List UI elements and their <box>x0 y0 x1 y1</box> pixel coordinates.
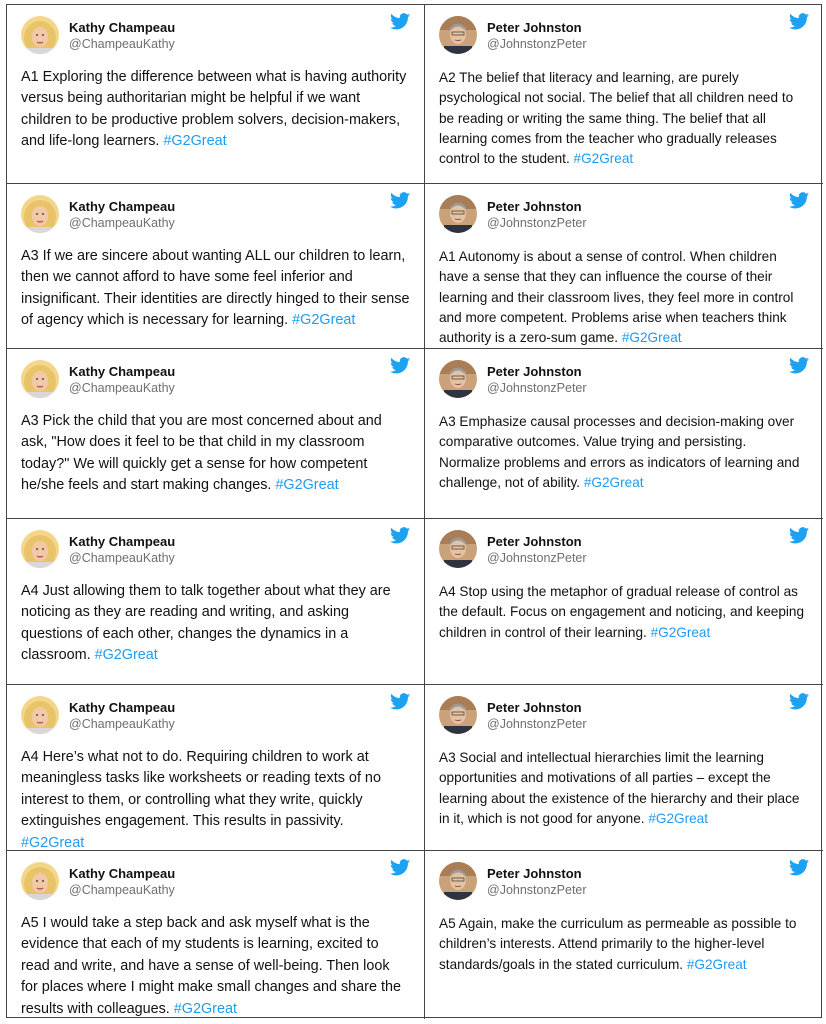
author-handle[interactable]: @ChampeauKathy <box>69 380 175 395</box>
tweet-text: A5 Again, make the curriculum as permeable as possible to children’s interests. Attend primarily to the higher-level standards/goals in the stated curriculum. #G2Great <box>439 916 797 972</box>
author-name[interactable]: Peter Johnston <box>487 533 582 549</box>
hashtag-link[interactable]: #G2Great <box>163 133 227 150</box>
hashtag-link[interactable]: #G2Great <box>648 810 709 826</box>
tweet-card[interactable] <box>425 349 823 519</box>
tweet-header <box>21 692 412 738</box>
tweet-card[interactable] <box>425 5 823 184</box>
tweet-header <box>439 356 811 402</box>
tweet-text: A4 Just allowing them to talk together about what they are noticing as they are reading and writing, and asking questions of each other, changes the dynamics in a classroom. #G2Great <box>21 583 391 664</box>
tweet-header <box>439 692 811 738</box>
tweet-card[interactable] <box>425 184 823 349</box>
tweet-text: A1 Exploring the difference between what is having authority versus being authoritarian might be helpful if we want children to be productive problem solvers, decision-makers, and life-long learners. #G2Great <box>21 69 407 150</box>
avatar-kathy[interactable] <box>21 16 59 54</box>
author-name[interactable]: Kathy Champeau <box>69 19 176 35</box>
author-name[interactable]: Kathy Champeau <box>69 865 176 881</box>
twitter-bird-icon <box>789 192 809 209</box>
twitter-bird-icon <box>789 357 809 374</box>
tweet-card[interactable] <box>425 519 823 685</box>
tweet-text: A4 Here’s what not to do. Requiring children to work at meaningless tasks like worksheets or reading texts of no interest to them, or controlling what they write, quickly extinguishes engagement. This results in passivity. #G2Great <box>21 749 381 851</box>
author-name[interactable]: Kathy Champeau <box>69 198 176 214</box>
tweet-text: A4 Stop using the metaphor of gradual release of control as the default. Focus on engagement and noticing, and keeping children in control of their learning. #G2Great <box>439 584 805 640</box>
author-handle[interactable]: @JohnstonzPeter <box>487 716 587 731</box>
hashtag-link[interactable]: #G2Great <box>173 1000 237 1017</box>
avatar-peter[interactable] <box>439 862 477 900</box>
tweet-header <box>439 526 811 572</box>
author-name[interactable]: Peter Johnston <box>487 363 582 379</box>
author-handle[interactable]: @ChampeauKathy <box>69 882 175 897</box>
avatar-kathy[interactable] <box>21 530 59 568</box>
author-handle[interactable]: @ChampeauKathy <box>69 550 175 565</box>
avatar-kathy[interactable] <box>21 696 59 734</box>
twitter-bird-icon <box>789 859 809 876</box>
avatar-peter[interactable] <box>439 16 477 54</box>
author-handle[interactable]: @ChampeauKathy <box>69 716 175 731</box>
twitter-bird-icon <box>789 13 809 30</box>
author-handle[interactable]: @JohnstonzPeter <box>487 36 587 51</box>
hashtag-link[interactable]: #G2Great <box>686 956 747 972</box>
twitter-bird-icon <box>390 357 410 374</box>
tweet-card[interactable] <box>7 5 425 184</box>
tweet-header <box>439 858 811 904</box>
tweet-header <box>21 191 412 237</box>
avatar-kathy[interactable] <box>21 360 59 398</box>
tweet-text: A3 Pick the child that you are most concerned about and ask, "How does it feel to be that child in my classroom today?" We will quickly get a sense for how competent he/she feels and start making changes. #G2Great <box>21 413 382 494</box>
twitter-bird-icon <box>390 693 410 710</box>
author-handle[interactable]: @JohnstonzPeter <box>487 215 587 230</box>
hashtag-link[interactable]: #G2Great <box>583 474 644 490</box>
author-name[interactable]: Kathy Champeau <box>69 533 176 549</box>
avatar-peter[interactable] <box>439 530 477 568</box>
author-name[interactable]: Kathy Champeau <box>69 363 176 379</box>
author-handle[interactable]: @JohnstonzPeter <box>487 550 587 565</box>
hashtag-link[interactable]: #G2Great <box>275 477 339 494</box>
tweet-header <box>21 12 412 58</box>
twitter-bird-icon <box>390 527 410 544</box>
avatar-peter[interactable] <box>439 360 477 398</box>
hashtag-link[interactable]: #G2Great <box>650 624 711 640</box>
avatar-peter[interactable] <box>439 696 477 734</box>
twitter-bird-icon <box>390 13 410 30</box>
author-name[interactable]: Peter Johnston <box>487 198 582 214</box>
tweet-text: A5 I would take a step back and ask myself what is the evidence that each of my students is learning, excited to read and write, and have a sense of well-being. Then look for places where I might make small changes and share the results with colleagues. #G2Great <box>21 915 401 1017</box>
hashtag-link[interactable]: #G2Great <box>573 151 634 167</box>
tweet-text: A1 Autonomy is about a sense of control. When children have a sense that they can influence the course of their learning and their classroom lives, they feel more in control and more competent. Problems arise when teachers think authority is a zero-sum game. #G2Great <box>439 249 794 346</box>
avatar-peter[interactable] <box>439 195 477 233</box>
hashtag-link[interactable]: #G2Great <box>292 312 356 329</box>
hashtag-link[interactable]: #G2Great <box>21 834 85 851</box>
author-handle[interactable]: @ChampeauKathy <box>69 215 175 230</box>
tweet-header <box>439 191 811 237</box>
tweet-text: A3 Emphasize causal processes and decision-making over comparative outcomes. Value trying and persisting. Normalize problems and errors as indicators of learning and challenge, not of ability. #G2Great <box>439 414 800 490</box>
author-handle[interactable]: @ChampeauKathy <box>69 36 175 51</box>
tweet-card[interactable] <box>7 349 425 519</box>
twitter-bird-icon <box>789 693 809 710</box>
tweet-grid <box>6 4 822 1018</box>
tweet-card[interactable] <box>7 519 425 685</box>
author-handle[interactable]: @JohnstonzPeter <box>487 380 587 395</box>
tweet-card[interactable] <box>425 685 823 851</box>
tweet-card[interactable] <box>7 184 425 349</box>
tweet-header <box>21 526 412 572</box>
tweet-card[interactable] <box>7 685 425 851</box>
tweet-header <box>21 858 412 904</box>
twitter-bird-icon <box>390 859 410 876</box>
tweet-header <box>439 12 811 58</box>
twitter-bird-icon <box>390 192 410 209</box>
avatar-kathy[interactable] <box>21 195 59 233</box>
author-name[interactable]: Kathy Champeau <box>69 699 176 715</box>
tweet-card[interactable] <box>425 851 823 1019</box>
tweet-header <box>21 356 412 402</box>
tweet-text: A3 Social and intellectual hierarchies limit the learning opportunities and motivations of all parties – except the learning about the existence of the hierarchy and their place in it, which is not good for anyone. #G2Great <box>439 750 800 826</box>
avatar-kathy[interactable] <box>21 862 59 900</box>
tweet-text: A3 If we are sincere about wanting ALL our children to learn, then we cannot afford to have some feel inferior and insignificant. Their identities are directly hinged to their sense of agency which is necessary for learning. #G2Great <box>21 248 410 329</box>
twitter-bird-icon <box>789 527 809 544</box>
hashtag-link[interactable]: #G2Great <box>94 647 158 664</box>
hashtag-link[interactable]: #G2Great <box>621 330 682 346</box>
author-name[interactable]: Peter Johnston <box>487 865 582 881</box>
author-name[interactable]: Peter Johnston <box>487 19 582 35</box>
tweet-text: A2 The belief that literacy and learning, are purely psychological not social. The belief that all children need to be reading or writing the same thing. The belief that all learning comes from the teacher who gradually releases control to the student. #G2Great <box>439 70 794 167</box>
author-handle[interactable]: @JohnstonzPeter <box>487 882 587 897</box>
author-name[interactable]: Peter Johnston <box>487 699 582 715</box>
tweet-card[interactable] <box>7 851 425 1019</box>
